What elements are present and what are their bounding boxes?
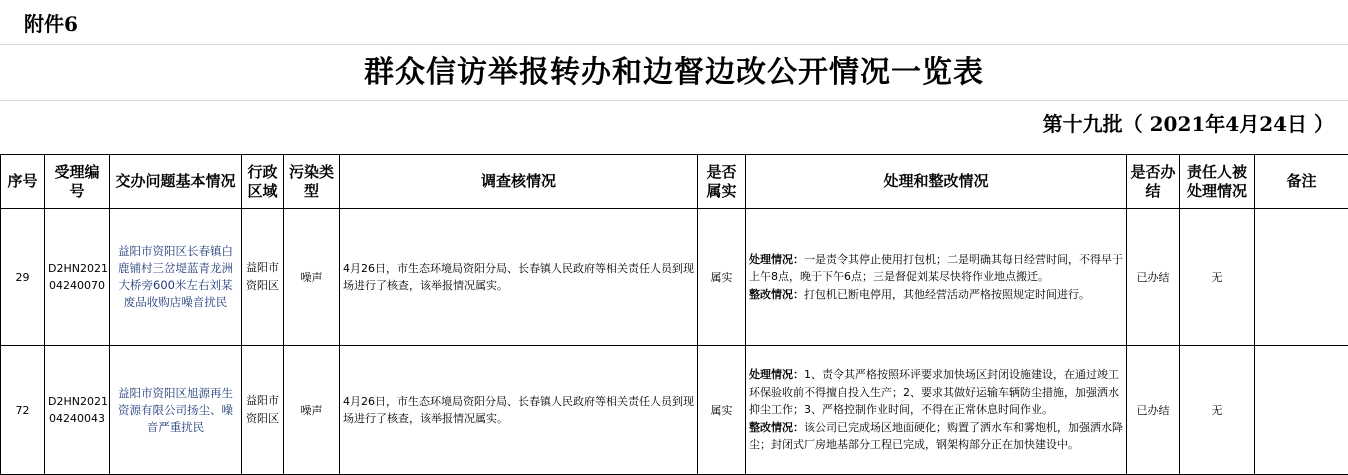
cell-punish: 无 (1180, 209, 1255, 346)
table-row (1, 209, 1348, 346)
rectify-text: 该公司已完成场区地面硬化；购置了洒水车和雾炮机，加强洒水降尘；封闭式厂房地基部分工程已完成，钢架构部分正在加快建设中。 (749, 420, 1123, 452)
cell-closed: 已办结 (1127, 346, 1180, 475)
table-row (1, 346, 1348, 475)
cell-punish: 无 (1180, 346, 1255, 475)
cell-investigation: 4月26日，市生态环境局资阳分局、长春镇人民政府等相关责任人员到现场进行了核查，该举报情况属实。 (340, 346, 698, 475)
handling-text: 一是责令其停止使用打包机；二是明确其每日经营时间，不得早于上午8点，晚于下午6点；三是督促刘某尽快将作业地点搬迁。 (749, 252, 1123, 284)
cell-pollution: 噪声 (284, 346, 340, 475)
cell-closed: 已办结 (1127, 209, 1180, 346)
header-code: 受理编号 (45, 155, 110, 209)
cell-handling (746, 346, 1127, 475)
cell-remark (1255, 346, 1348, 475)
page-title: 群众信访举报转办和边督边改公开情况一览表 (0, 44, 1348, 101)
header-no: 序号 (1, 155, 45, 209)
header-investigation: 调查核情况 (340, 155, 698, 209)
handling-label: 处理情况： (749, 252, 804, 266)
cell-pollution: 噪声 (284, 209, 340, 346)
cell-true: 属实 (698, 346, 746, 475)
header-punish: 责任人被处理情况 (1180, 155, 1255, 209)
header-area: 行政区域 (242, 155, 284, 209)
cell-code: D2HN2021 04240043 (45, 346, 110, 475)
header-remark: 备注 (1255, 155, 1348, 209)
cell-no: 72 (1, 346, 45, 475)
cell-remark (1255, 209, 1348, 346)
header-handling: 处理和整改情况 (746, 155, 1127, 209)
header-true: 是否属实 (698, 155, 746, 209)
cell-problem: 益阳市资阳区长春镇白鹿铺村三岔堤蓝青龙洲大桥旁600米左右刘某废品收购店噪音扰民 (110, 209, 242, 346)
handling-label: 处理情况： (749, 368, 804, 382)
cell-area: 益阳市资阳区 (242, 209, 284, 346)
table-header-row (1, 155, 1348, 209)
header-problem: 交办问题基本情况 (110, 155, 242, 209)
handling-text: 1、责令其严格按照环评要求加快场区封闭设施建设，在通过竣工环保验收前不得擅自投入生产；2、要求其做好运输车辆防尘措施，加强洒水抑尘工作；3、严格控制作业时间，不得在正常休息时间作业。 (749, 368, 1119, 417)
cell-problem: 益阳市资阳区旭源再生资源有限公司扬尘、噪音严重扰民 (110, 346, 242, 475)
report-table (0, 154, 1348, 475)
rectify-label: 整改情况： (749, 287, 804, 301)
rectify-text: 打包机已断电停用，其他经营活动严格按照规定时间进行。 (804, 287, 1090, 301)
header-pollution: 污染类型 (284, 155, 340, 209)
cell-true: 属实 (698, 209, 746, 346)
cell-handling (746, 209, 1127, 346)
rectify-label: 整改情况： (749, 420, 804, 434)
attachment-label: 附件6 (24, 12, 78, 36)
cell-area: 益阳市资阳区 (242, 346, 284, 475)
header-closed: 是否办结 (1127, 155, 1180, 209)
batch-date: 第十九批（ 2021年4月24日 ） (1042, 112, 1334, 136)
attachment-row (0, 0, 1348, 45)
cell-code: D2HN2021 04240070 (45, 209, 110, 346)
cell-no: 29 (1, 209, 45, 346)
cell-investigation: 4月26日，市生态环境局资阳分局、长春镇人民政府等相关责任人员到现场进行了核查，该举报情况属实。 (340, 209, 698, 346)
